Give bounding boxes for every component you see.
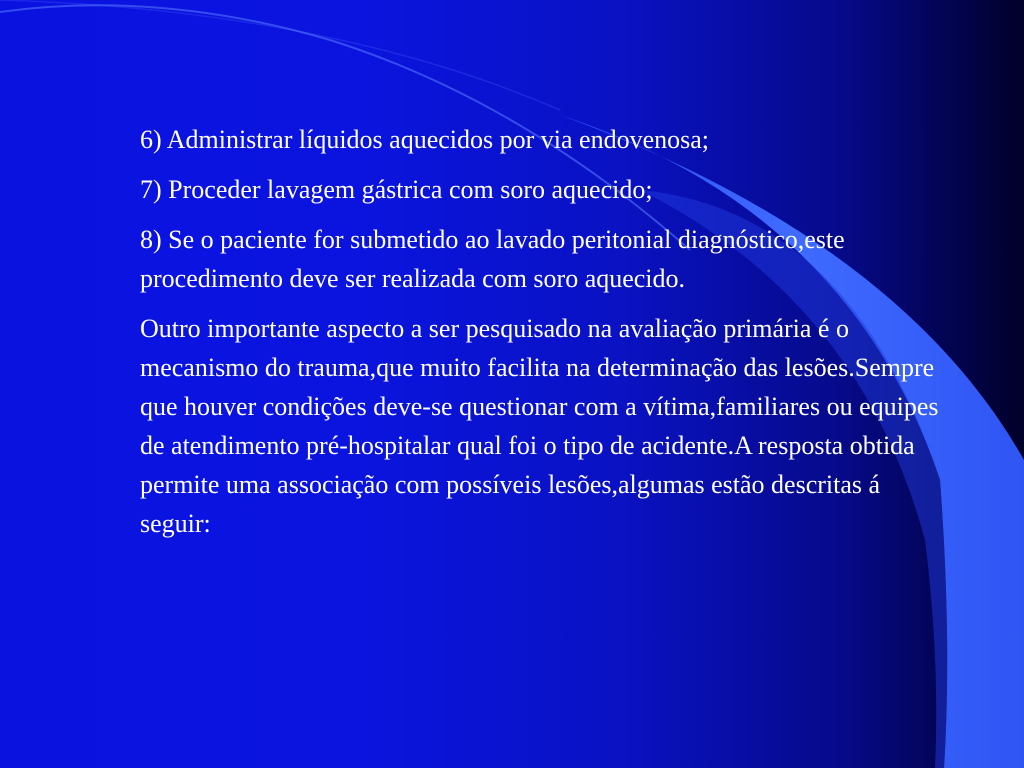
list-item-8: 8) Se o paciente for submetido ao lavado peritonial diagnóstico,este procedimento deve ser realizada com soro aquecido. bbox=[140, 225, 845, 293]
list-item-7: 7) Proceder lavagem gástrica com soro aquecido; bbox=[140, 175, 653, 204]
list-item-6: 6) Administrar líquidos aquecidos por via endovenosa; bbox=[140, 125, 710, 154]
decor-arc-faint bbox=[0, 0, 560, 110]
body-paragraph: Outro importante aspecto a ser pesquisado na avaliação primária é o mecanismo do trauma,que muito facilita na determinação das lesões.Sempre que houver condições deve-se questionar com a vítima,familiares ou equipes de atendimento pré-hospitalar qual foi o tipo de acidente.A resposta obtida permite uma associação com possíveis lesões,algumas estão descritas á seguir: bbox=[140, 314, 939, 538]
slide-content bbox=[140, 120, 950, 554]
